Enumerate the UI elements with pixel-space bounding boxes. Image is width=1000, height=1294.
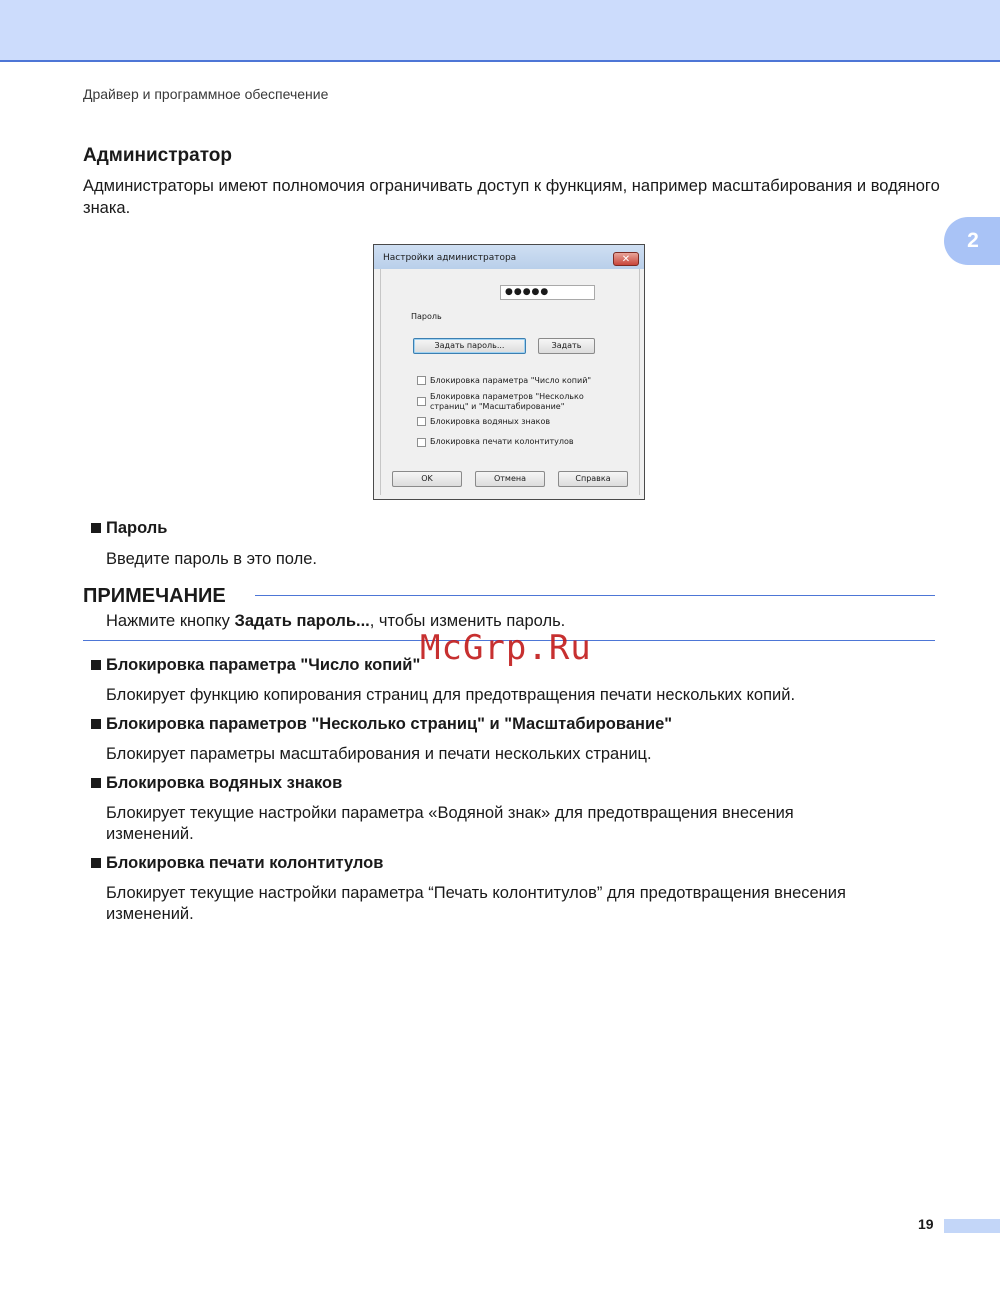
item-heading-copies: Блокировка параметра "Число копий" <box>106 656 421 674</box>
chapter-tab: 2 <box>944 217 1000 265</box>
close-icon[interactable]: ✕ <box>613 252 639 266</box>
checkbox-header-footer-label: Блокировка печати колонтитулов <box>430 437 574 446</box>
checkbox-watermark-label: Блокировка водяных знаков <box>430 417 551 426</box>
ok-button[interactable]: OK <box>392 471 462 487</box>
checkbox-copies-label: Блокировка параметра "Число копий" <box>430 376 592 385</box>
item-text-watermark: Блокирует текущие настройки параметра «Водяной знак» для предотвращения внесения изменений. <box>106 804 794 843</box>
header-band <box>0 0 1000 62</box>
set-password-button[interactable]: Задать пароль... <box>413 338 526 354</box>
bullet-icon <box>91 778 101 788</box>
admin-settings-dialog <box>373 244 645 500</box>
note-title: ПРИМЕЧАНИЕ <box>83 585 226 607</box>
page-number: 19 <box>918 1216 934 1232</box>
item-text-header-footer: Блокирует текущие настройки параметра “Печать колонтитулов” для предотвращения внесения изменений. <box>106 884 846 923</box>
item-text-copies: Блокирует функцию копирования страниц для предотвращения печати нескольких копий. <box>106 686 796 704</box>
item-heading-watermark: Блокировка водяных знаков <box>106 774 343 792</box>
page-tab <box>944 1219 1000 1233</box>
password-input[interactable]: ●●●●● <box>500 285 595 300</box>
note-divider-top <box>255 595 935 596</box>
dialog-body <box>380 269 640 495</box>
item-heading-header-footer: Блокировка печати колонтитулов <box>106 854 384 872</box>
set-button[interactable]: Задать <box>538 338 595 354</box>
checkbox-copies-lock[interactable] <box>417 376 426 385</box>
note-text-before: Нажмите кнопку <box>106 612 235 630</box>
watermark-text: McGrp.Ru <box>420 628 592 668</box>
item-text-password: Введите пароль в это поле. <box>106 550 317 568</box>
dialog-titlebar <box>374 245 644 269</box>
note-text-after: , чтобы изменить пароль. <box>369 612 566 630</box>
section-title: Администратор <box>83 145 232 166</box>
dialog-title: Настройки администратора <box>383 253 517 263</box>
item-text-multipage: Блокирует параметры масштабирования и печати нескольких страниц. <box>106 745 652 763</box>
bullet-icon <box>91 719 101 729</box>
bullet-icon <box>91 660 101 670</box>
checkbox-header-footer-lock[interactable] <box>417 438 426 447</box>
bullet-icon <box>91 523 101 533</box>
checkbox-watermark-lock[interactable] <box>417 417 426 426</box>
note-text-bold: Задать пароль... <box>234 612 370 630</box>
checkbox-multipage-label-line1: Блокировка параметров "Несколько <box>430 392 584 401</box>
checkbox-multipage-scaling-lock[interactable] <box>417 397 426 406</box>
checkbox-multipage-label-line2: страниц" и "Масштабирование" <box>430 402 565 411</box>
item-heading-password: Пароль <box>106 519 168 537</box>
bullet-icon <box>91 858 101 868</box>
intro-paragraph: Администраторы имеют полномочия ограничивать доступ к функциям, например масштабирования и водяного знака. <box>83 177 940 217</box>
item-heading-multipage: Блокировка параметров "Несколько страниц" и "Масштабирование" <box>106 715 673 733</box>
breadcrumb: Драйвер и программное обеспечение <box>83 86 329 102</box>
cancel-button[interactable]: Отмена <box>475 471 545 487</box>
help-button[interactable]: Справка <box>558 471 628 487</box>
password-label: Пароль <box>411 312 442 321</box>
